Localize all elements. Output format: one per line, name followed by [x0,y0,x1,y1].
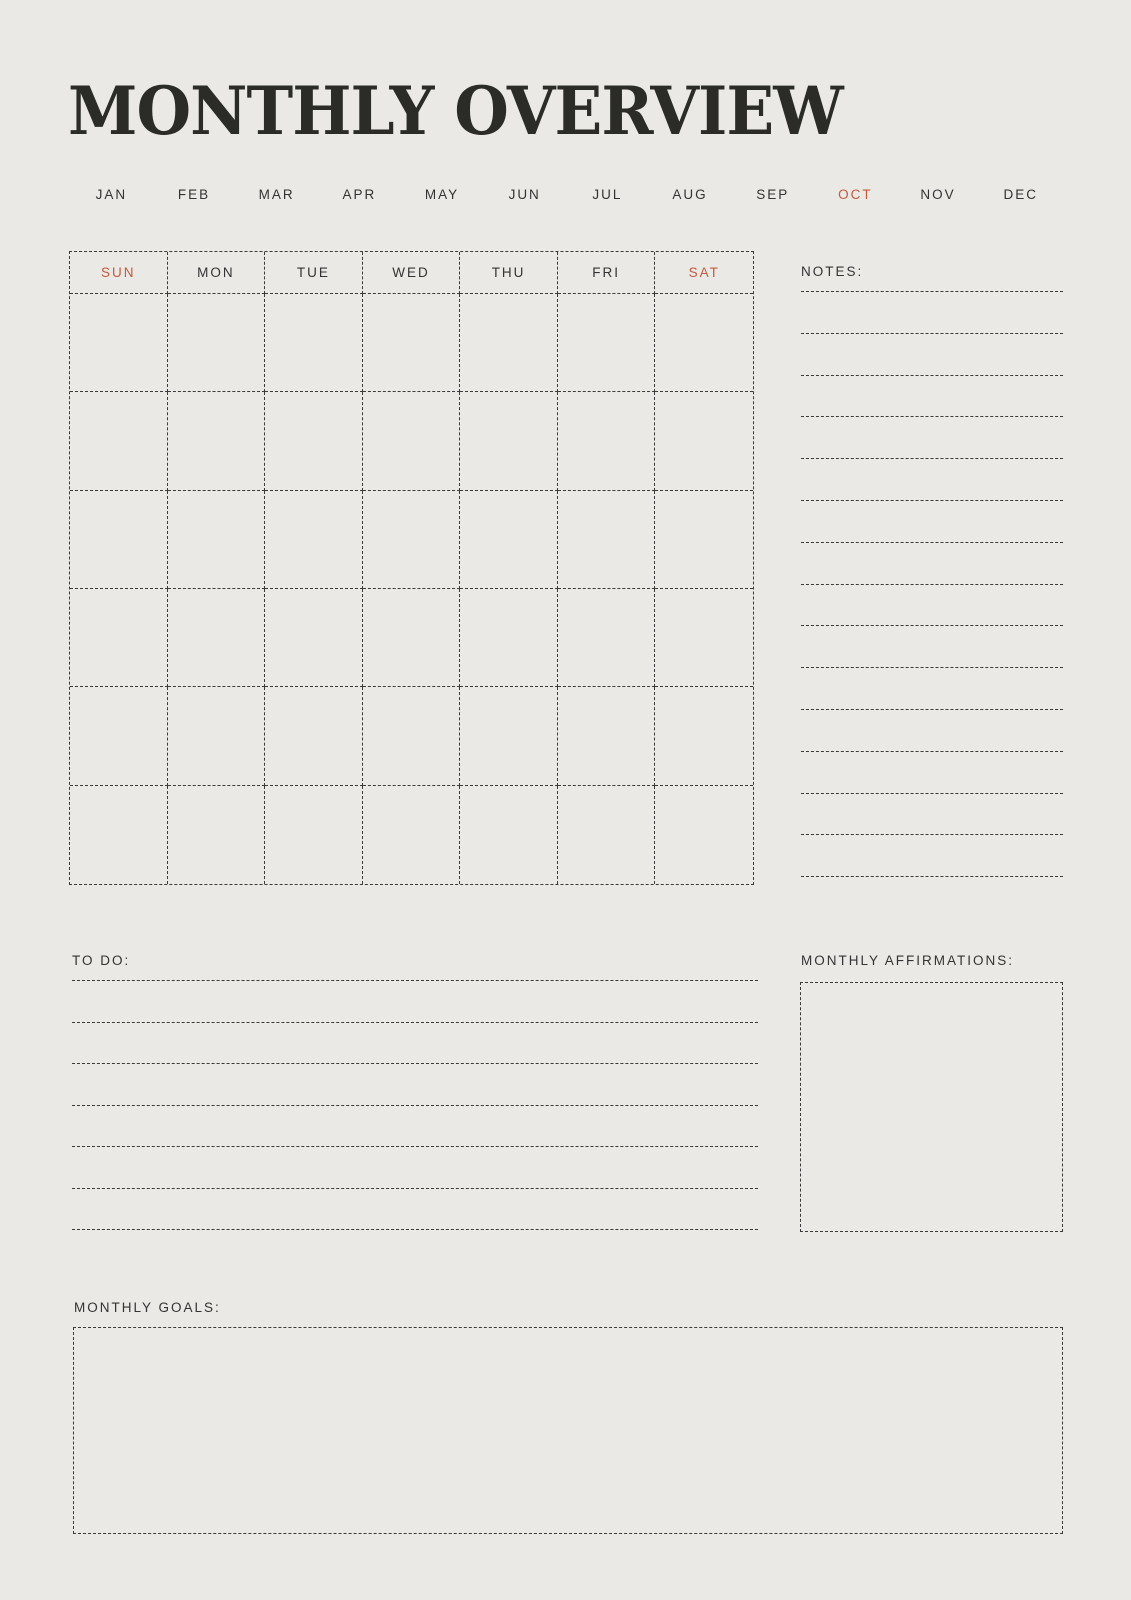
calendar-day-cell[interactable] [168,687,266,785]
calendar-day-cell[interactable] [363,589,461,687]
calendar-day-cell[interactable] [460,687,558,785]
calendar-day-cell[interactable] [558,392,656,490]
todo-lines [72,980,758,1232]
todo-line[interactable] [72,1022,758,1023]
calendar-day-cell[interactable] [558,294,656,392]
calendar-day-cell[interactable] [70,786,168,884]
todo-line[interactable] [72,1105,758,1106]
calendar-day-cell[interactable] [70,687,168,785]
month-apr[interactable]: APR [342,187,377,202]
month-mar[interactable]: MAR [258,187,295,202]
calendar-day-cell[interactable] [460,786,558,884]
month-sep[interactable]: SEP [756,187,790,202]
notes-line[interactable] [801,375,1063,376]
calendar-day-cell[interactable] [70,589,168,687]
calendar-day-cell[interactable] [265,687,363,785]
notes-line[interactable] [801,416,1063,417]
todo-line[interactable] [72,1146,758,1147]
calendar-day-cell[interactable] [70,491,168,589]
calendar-day-cell[interactable] [460,589,558,687]
todo-line[interactable] [72,1063,758,1064]
month-aug[interactable]: AUG [672,187,708,202]
notes-line[interactable] [801,500,1063,501]
notes-line[interactable] [801,584,1063,585]
page-title: MONTHLY OVERVIEW [68,72,843,150]
calendar-day-cell[interactable] [558,491,656,589]
calendar-day-cell[interactable] [363,294,461,392]
calendar-day-cell[interactable] [363,786,461,884]
weekday-header-sat: SAT [655,252,753,294]
calendar-day-cell[interactable] [265,491,363,589]
calendar-day-cell[interactable] [168,589,266,687]
calendar-day-cell[interactable] [265,589,363,687]
todo-line[interactable] [72,1188,758,1189]
calendar-day-cell[interactable] [363,687,461,785]
month-selector [70,184,1062,206]
calendar-day-cell[interactable] [363,491,461,589]
month-jun[interactable]: JUN [508,187,541,202]
notes-line[interactable] [801,542,1063,543]
calendar-day-cell[interactable] [265,392,363,490]
weekday-header-mon: MON [168,252,266,294]
notes-line[interactable] [801,458,1063,459]
notes-lines [801,291,1063,877]
goals-box[interactable] [73,1327,1063,1534]
notes-line[interactable] [801,751,1063,752]
calendar-day-cell[interactable] [655,786,753,884]
month-dec[interactable]: DEC [1003,187,1038,202]
calendar-day-cell[interactable] [460,392,558,490]
calendar-day-cell[interactable] [558,786,656,884]
affirmations-label: MONTHLY AFFIRMATIONS: [801,953,1015,968]
notes-line[interactable] [801,793,1063,794]
calendar-day-cell[interactable] [265,786,363,884]
affirmations-box[interactable] [800,982,1063,1232]
weekday-header-tue: TUE [265,252,363,294]
weekday-header-thu: THU [460,252,558,294]
weekday-header-sun: SUN [70,252,168,294]
calendar-day-cell[interactable] [168,491,266,589]
calendar-day-cell[interactable] [655,294,753,392]
month-feb[interactable]: FEB [177,187,211,202]
notes-line[interactable] [801,834,1063,835]
calendar-day-cell[interactable] [655,491,753,589]
notes-line[interactable] [801,625,1063,626]
calendar-day-cell[interactable] [70,294,168,392]
notes-line[interactable] [801,333,1063,334]
todo-label: TO DO: [72,953,131,968]
month-oct[interactable]: OCT [838,187,873,202]
weekday-header-fri: FRI [558,252,656,294]
calendar-day-cell[interactable] [655,392,753,490]
calendar-day-cell[interactable] [655,687,753,785]
calendar-grid [69,251,754,885]
calendar-day-cell[interactable] [363,392,461,490]
month-jan[interactable]: JAN [95,187,128,202]
calendar-day-cell[interactable] [70,392,168,490]
weekday-header-wed: WED [363,252,461,294]
calendar-day-cell[interactable] [168,294,266,392]
todo-line[interactable] [72,980,758,981]
calendar-day-cell[interactable] [168,786,266,884]
notes-line[interactable] [801,709,1063,710]
notes-line[interactable] [801,876,1063,877]
notes-line[interactable] [801,291,1063,292]
calendar-day-cell[interactable] [558,687,656,785]
calendar-day-cell[interactable] [265,294,363,392]
calendar-day-cell[interactable] [460,491,558,589]
calendar-day-cell[interactable] [168,392,266,490]
goals-label: MONTHLY GOALS: [74,1300,221,1315]
calendar-day-cell[interactable] [655,589,753,687]
month-jul[interactable]: JUL [592,187,623,202]
month-may[interactable]: MAY [424,187,460,202]
month-nov[interactable]: NOV [920,187,956,202]
todo-line[interactable] [72,1229,758,1230]
notes-label: NOTES: [801,264,864,279]
calendar-day-cell[interactable] [558,589,656,687]
notes-line[interactable] [801,667,1063,668]
calendar-day-cell[interactable] [460,294,558,392]
